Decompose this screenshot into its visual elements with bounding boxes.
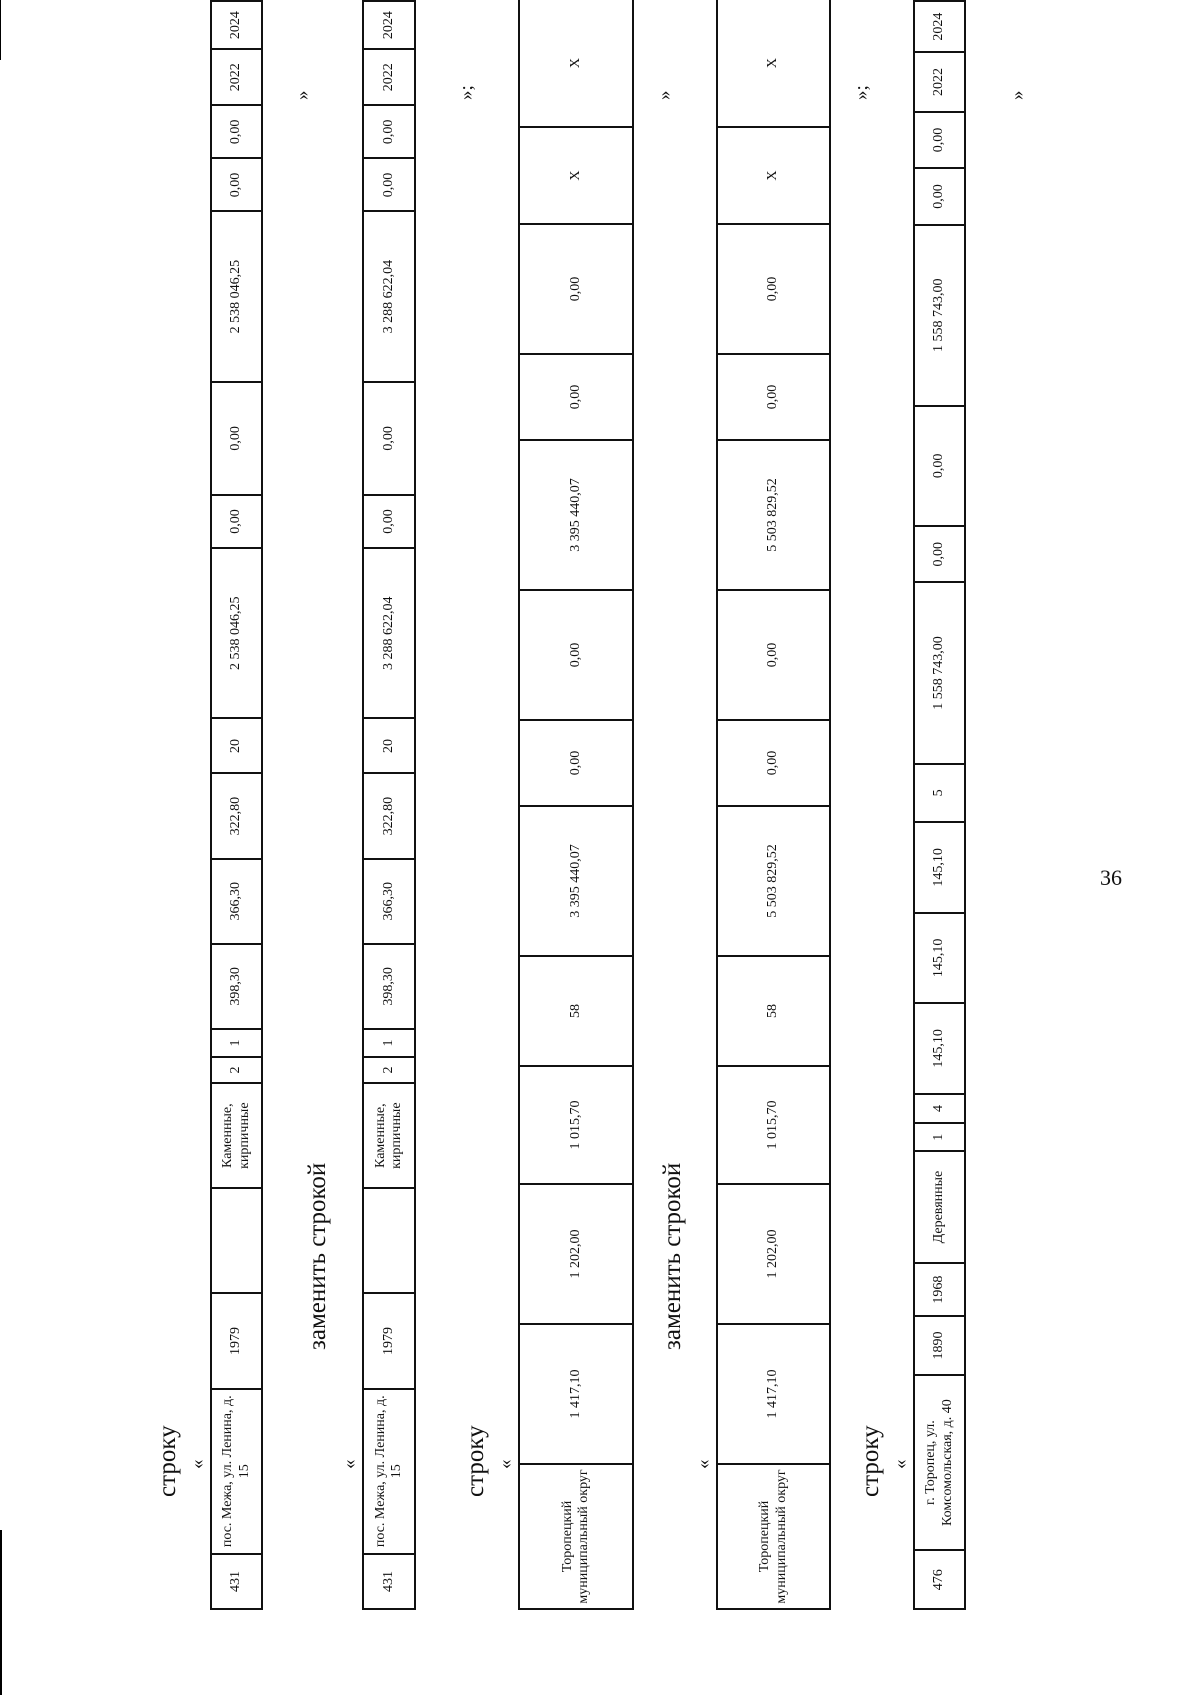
cell-area: 1 202,00 [717, 1184, 830, 1324]
cell-value: 0,00 [717, 224, 830, 354]
cell-district: Торопецкий муниципальный округ [717, 1464, 830, 1609]
cell-value: 0,00 [914, 112, 965, 168]
cell-year-end: 2024 [363, 1, 415, 49]
page-number: 36 [1100, 865, 1122, 890]
cell-value: 0,00 [717, 354, 830, 440]
close-quote-semicolon: »; [851, 85, 872, 100]
cell-value: 0,00 [914, 406, 965, 526]
table-row-5 [913, 0, 966, 1610]
row-label: строку [462, 1425, 489, 1497]
cell-total-area: 398,30 [363, 944, 415, 1029]
table-row [363, 1, 415, 1609]
cell-value: 0,00 [363, 382, 415, 495]
row-label: строку [857, 1425, 884, 1497]
open-quote: « [693, 1459, 714, 1469]
cell-value: 0,00 [519, 354, 633, 440]
close-quote: » [1007, 90, 1028, 100]
cell-wall-material: Каменные, кирпичные [211, 1083, 262, 1188]
close-quote: » [654, 90, 675, 100]
close-quote-semicolon: »; [456, 85, 477, 100]
cell-x: X [717, 127, 830, 224]
cell-living-area: 1 015,70 [717, 1066, 830, 1184]
cell-number: 431 [211, 1554, 262, 1609]
cell-district: Торопецкий муниципальный округ [519, 1464, 633, 1609]
cell-living-area: 1 015,70 [519, 1066, 633, 1184]
table-row [914, 1, 965, 1609]
replace-label: заменить строкой [304, 1162, 331, 1350]
cell-owners-funds: 2 538 046,25 [211, 211, 262, 381]
cell-total-area: 1 417,10 [519, 1324, 633, 1464]
cell-year-renovated [363, 1188, 415, 1293]
cell-value: 0,00 [519, 720, 633, 806]
cell-year-start: 2022 [363, 49, 415, 105]
cell-value: 0,00 [363, 495, 415, 548]
cell-year-start: 2022 [211, 49, 262, 105]
cell-value: 0,00 [211, 105, 262, 158]
scan-edge-line [0, 0, 1, 60]
cell-entrances: 4 [914, 1094, 965, 1124]
cell-residents: 58 [519, 956, 633, 1066]
cell-area: 366,30 [363, 859, 415, 944]
cell-total-cost: 3 395 440,07 [519, 806, 633, 956]
close-quote: » [292, 90, 313, 100]
table-row-4 [716, 0, 831, 1610]
cell-area: 366,30 [211, 859, 262, 944]
cell-year-renovated: 1968 [914, 1263, 965, 1316]
cell-living-area: 322,80 [211, 774, 262, 859]
scan-edge-line [0, 1530, 2, 1695]
cell-x: X [717, 0, 830, 127]
cell-value: 0,00 [717, 720, 830, 806]
open-quote: « [890, 1459, 911, 1469]
cell-owners-funds: 1 558 743,00 [914, 225, 965, 406]
cell-floors: 1 [914, 1123, 965, 1151]
cell-value: 0,00 [914, 526, 965, 582]
cell-address: пос. Межа, ул. Ленина, д. 15 [211, 1389, 262, 1554]
cell-owners-funds: 3 395 440,07 [519, 440, 633, 590]
cell-year-renovated [211, 1188, 262, 1293]
cell-value: 0,00 [519, 224, 633, 354]
table-row-1 [210, 0, 263, 1610]
table-row-2 [362, 0, 416, 1610]
cell-value: 0,00 [211, 495, 262, 548]
cell-value: 0,00 [363, 158, 415, 211]
cell-residents: 5 [914, 764, 965, 823]
cell-number: 476 [914, 1550, 965, 1609]
cell-living-area: 322,80 [363, 774, 415, 859]
open-quote: « [187, 1459, 208, 1469]
cell-residents: 20 [211, 718, 262, 773]
cell-number: 431 [363, 1554, 415, 1609]
cell-value: 0,00 [717, 590, 830, 720]
cell-total-area: 1 417,10 [717, 1324, 830, 1464]
cell-living-area: 145,10 [914, 822, 965, 913]
open-quote: « [495, 1459, 516, 1469]
open-quote: « [339, 1459, 360, 1469]
cell-value: 0,00 [519, 590, 633, 720]
table-row-3 [518, 0, 634, 1610]
cell-year-start: 2022 [914, 52, 965, 112]
cell-address: г. Торопец, ул. Комсомольская, д. 40 [914, 1375, 965, 1551]
cell-floors: 2 [211, 1057, 262, 1083]
replace-label: заменить строкой [659, 1162, 686, 1350]
cell-residents: 58 [717, 956, 830, 1066]
cell-year-built: 1979 [363, 1293, 415, 1388]
cell-total-area: 145,10 [914, 1003, 965, 1094]
cell-value: 0,00 [211, 158, 262, 211]
cell-x: X [519, 0, 633, 127]
cell-owners-funds: 3 288 622,04 [363, 211, 415, 381]
cell-entrances: 1 [363, 1029, 415, 1057]
cell-entrances: 1 [211, 1029, 262, 1057]
cell-floors: 2 [363, 1057, 415, 1083]
cell-year-built: 1979 [211, 1293, 262, 1388]
cell-area: 145,10 [914, 913, 965, 1004]
cell-year-built: 1890 [914, 1316, 965, 1375]
cell-year-end: 2024 [914, 1, 965, 52]
cell-wall-material: Деревянные [914, 1151, 965, 1263]
cell-total-cost: 5 503 829,52 [717, 806, 830, 956]
row-label: строку [154, 1425, 181, 1497]
cell-address: пос. Межа, ул. Ленина, д. 15 [363, 1389, 415, 1554]
cell-value: 0,00 [914, 168, 965, 224]
cell-owners-funds: 5 503 829,52 [717, 440, 830, 590]
cell-total-cost: 1 558 743,00 [914, 583, 965, 764]
cell-residents: 20 [363, 718, 415, 773]
cell-area: 1 202,00 [519, 1184, 633, 1324]
table-row [211, 1, 262, 1609]
cell-total-cost: 3 288 622,04 [363, 548, 415, 718]
cell-total-area: 398,30 [211, 944, 262, 1029]
cell-year-end: 2024 [211, 1, 262, 49]
cell-total-cost: 2 538 046,25 [211, 548, 262, 718]
table-row [717, 0, 830, 1609]
cell-wall-material: Каменные, кирпичные [363, 1083, 415, 1188]
cell-value: 0,00 [363, 105, 415, 158]
table-row [519, 0, 633, 1609]
cell-value: 0,00 [211, 382, 262, 495]
cell-x: X [519, 127, 633, 224]
